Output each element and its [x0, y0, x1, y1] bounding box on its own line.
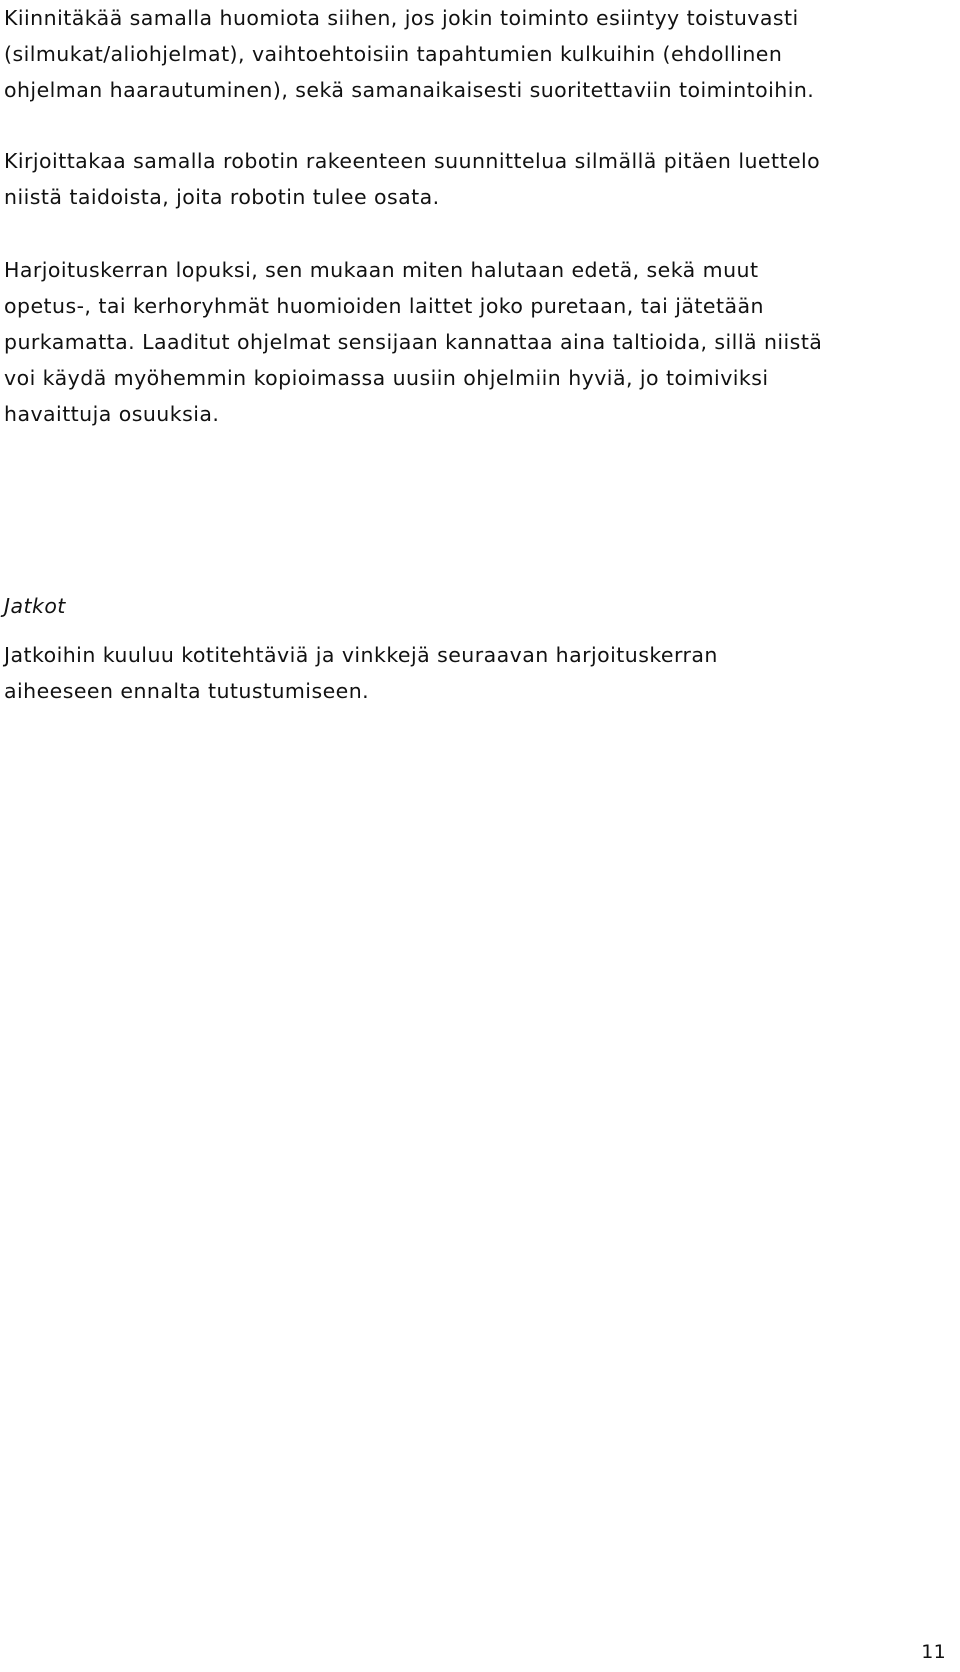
page-number: 11	[921, 1641, 946, 1663]
paragraph-jatkot: Jatkoihin kuuluu kotitehtäviä ja vinkkejä seuraavan harjoituskerran aiheeseen ennalta tutustumiseen.	[4, 643, 718, 703]
paragraph-session-end: Harjoituskerran lopuksi, sen mukaan miten halutaan edetä, sekä muut opetus-, tai kerhoryhmät huomioiden laittet joko puretaan, tai jätetään purkamatta. Laaditut ohjelmat sensijaan kannattaa aina taltioida, sillä niistä voi käydä myöhemmin kopioimassa uusiin ohjelmiin hyviä, jo toimiviksi havaittuja osuuksia.	[4, 258, 823, 426]
paragraph-skills-list: Kirjoittakaa samalla robotin rakeenteen suunnittelua silmällä pitäen luettelo niistä taidoista, joita robotin tulee osata.	[4, 149, 821, 209]
paragraph-repetition-note: Kiinnitäkää samalla huomiota siihen, jos jokin toiminto esiintyy toistuvasti (silmukat/aliohjelmat), vaihtoehtoisiin tapahtumien kulkuihin (ehdollinen ohjelman haarautuminen), sekä samanaikaisesti suoritettaviin toimintoihin.	[4, 6, 815, 102]
section-heading-jatkot: Jatkot	[4, 594, 66, 618]
